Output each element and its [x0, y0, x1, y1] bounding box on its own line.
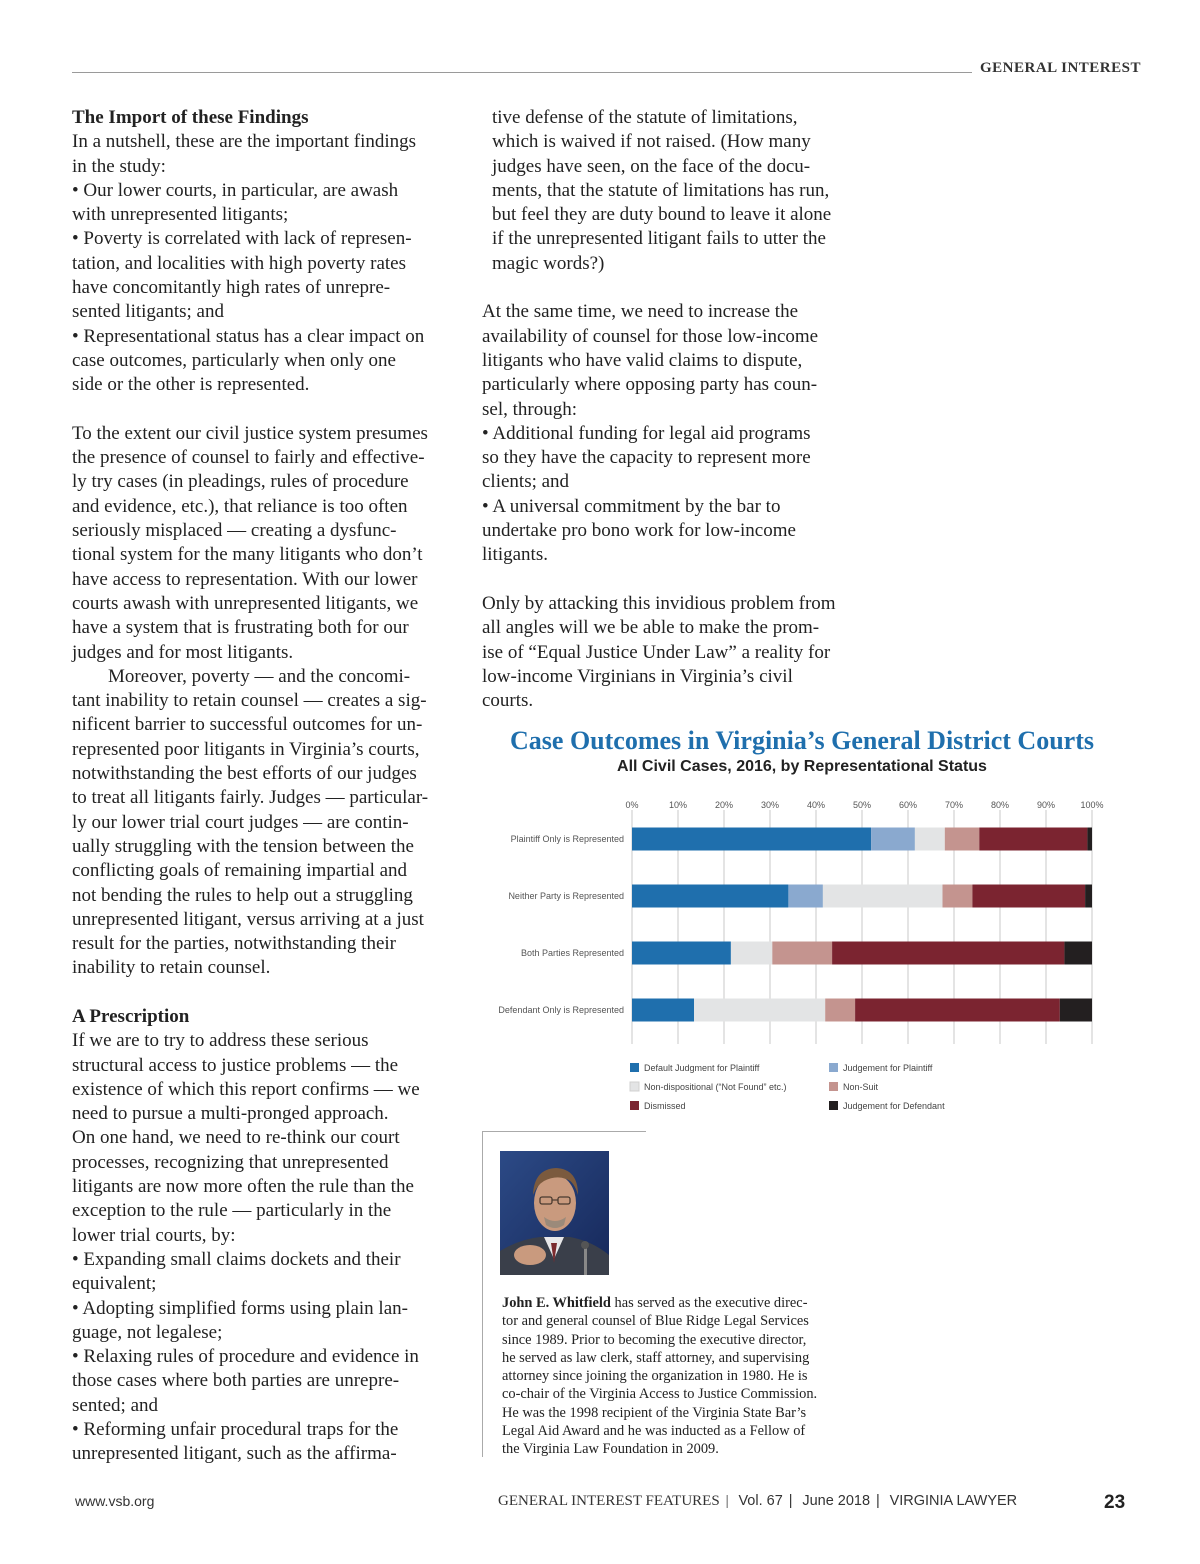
chart-bar-segment	[788, 885, 823, 908]
step-item: • Relaxing rules of procedure and evidence in those cases where both parties are unrepre- sented; and	[72, 1346, 419, 1416]
author-bio: John E. Whitfield has served as the executive direc- tor and general counsel of Blue Ridge Legal Services since 1989. Prior to becoming the executive director, he served as law clerk, staff attorney, and supervising attorney since joining the organization in 1980. He is co-chair of the Virginia Access to Justice Commission. He was the 1998 recipient of the Virginia State Bar’s Legal Aid Award and he was inducted as a Fellow of the Virginia Law Foundation in 2009.	[502, 1295, 818, 1458]
chart-bar-segment	[1064, 942, 1092, 965]
chart-subtitle: All Civil Cases, 2016, by Representational Status	[617, 758, 987, 775]
step-item: • Adopting simplified forms using plain lan- guage, not legalese;	[72, 1297, 408, 1343]
bullet-item: • Additional funding for legal aid programs so they have the capacity to represent more clients; and	[482, 422, 811, 493]
chart-bar-segment	[871, 828, 915, 851]
chart-x-tick-label: 30%	[760, 800, 780, 810]
paragraph-presumes-counsel: To the extent our civil justice system presumes the presence of counsel to fairly and effective- ly try cases (in pleadings, rules of procedure and evidence, etc.), that reliance is too often seriously misplaced — creating a dysfunc- tional system for the many litigants who don’t have access to representation. With our lower courts awash with unrepresented litigants, we have a system that is frustrating both for our judges and for most litigants.	[72, 422, 428, 663]
chart-legend-swatch	[630, 1101, 639, 1110]
bio-frame-left	[482, 1131, 483, 1457]
intro-paragraph: In a nutshell, these are the important findings in the study:	[72, 131, 417, 177]
chart-bar-segment	[772, 942, 832, 965]
paragraph-availability-counsel: At the same time, we need to increase the availability of counsel for those low-income litigants who have valid claims to dispute, particularly where opposing party has coun- sel, through:	[482, 301, 819, 420]
step-item: • Reforming unfair procedural traps for the unrepresented litigant, such as the affirma-	[72, 1419, 399, 1465]
chart-legend-swatch	[829, 1063, 838, 1072]
bio-frame-top	[482, 1131, 646, 1132]
chart-bar-segment	[825, 999, 855, 1022]
chart-category-label: Defendant Only is Represented	[498, 1005, 624, 1015]
chart-bar-segment	[694, 999, 825, 1022]
chart-x-tick-label: 0%	[625, 800, 639, 810]
chart-bar-segment	[632, 942, 731, 965]
chart-bar-segment	[915, 828, 945, 851]
chart-bar-segment	[832, 942, 1064, 965]
paragraph-multi-pronged: If we are to try to address these serious structural access to justice problems — the existence of which this report confirms — we need to pursue a multi-pronged approach. On one hand, we need to re-think our court processes, recognizing that unrepresented litigants are now more often the rule than the exception to the rule — particularly in the lower trial courts, by:	[72, 1030, 420, 1246]
chart-bar-segment	[1060, 999, 1092, 1022]
author-photo	[500, 1151, 609, 1275]
paragraph-poverty: Moreover, poverty — and the concomi- tant inability to retain counsel — creates a sig- nificent barrier to successful outcomes for un- represented poor litigants in Virginia’s courts, notwithstanding the best efforts of our judges to treat all litigants fairly. Judges — particular- ly our lower trial court judges — are contin- ually struggling with the tension between the conflicting goals of remaining impartial and not bending the rules to help out a struggling unrepresented litigant, versus arriving at a just result for the parties, notwithstanding their inability to retain counsel.	[72, 665, 429, 979]
chart-legend-label: Judgement for Plaintiff	[843, 1063, 933, 1073]
footer-website-link[interactable]: www.vsb.org	[75, 1493, 155, 1509]
footer-publication-info: GENERAL INTEREST FEATURES | Vol. 67 | June 2018 | VIRGINIA LAWYER	[498, 1493, 1018, 1509]
heading-prescription: A Prescription	[72, 1005, 190, 1027]
chart-category-label: Plaintiff Only is Represented	[510, 834, 624, 844]
case-outcomes-chart	[482, 790, 1122, 1120]
step-item-continued: tive defense of the statute of limitations, which is waived if not raised. (How many judges have seen, on the face of the docu- ments, that the statute of limitations has run, but feel they are duty bound to leave it alone if the unrepresented litigant fails to utter the magic words?)	[492, 107, 832, 274]
chart-legend-label: Non-Suit	[843, 1082, 879, 1092]
chart-bar-segment	[632, 828, 871, 851]
chart-bar-segment	[972, 885, 1085, 908]
chart-bar-segment	[1087, 828, 1092, 851]
chart-x-tick-label: 50%	[852, 800, 872, 810]
paragraph-conclusion: Only by attacking this invidious problem from all angles will we be able to make the prom- ise of “Equal Justice Under Law” a reality for low-income Virginians in Virginia’s civil courts.	[482, 592, 836, 712]
chart-x-tick-label: 90%	[1036, 800, 1056, 810]
chart-category-label: Both Parties Represented	[520, 948, 624, 958]
chart-bar-segment	[632, 885, 788, 908]
finding-item: • Our lower courts, in particular, are awash with unrepresented litigants;	[72, 179, 399, 226]
chart-legend-label: Non-dispositional (“Not Found” etc.)	[644, 1082, 787, 1092]
chart-legend-swatch	[829, 1101, 838, 1110]
chart-legend-label: Dismissed	[644, 1101, 686, 1111]
chart-legend-swatch	[829, 1082, 838, 1091]
chart-title: Case Outcomes in Virginia’s General District Courts	[510, 726, 1094, 755]
chart-bar-segment	[823, 885, 943, 908]
chart-category-label: Neither Party is Represented	[508, 891, 624, 901]
page-number: 23	[1104, 1492, 1126, 1513]
chart-x-tick-label: 70%	[944, 800, 964, 810]
chart-x-tick-label: 100%	[1080, 800, 1104, 810]
chart-bar-segment	[855, 999, 1060, 1022]
chart-x-tick-label: 40%	[806, 800, 826, 810]
chart-bar-segment	[979, 828, 1087, 851]
chart-legend-label: Default Judgment for Plaintiff	[644, 1063, 760, 1073]
chart-legend-label: Judgement for Defendant	[843, 1101, 945, 1111]
author-name: John E. Whitfield	[502, 1295, 611, 1311]
chart-bar-segment	[1085, 885, 1092, 908]
chart-x-tick-label: 20%	[714, 800, 734, 810]
chart-bar-segment	[945, 828, 980, 851]
chart-legend-swatch	[630, 1063, 639, 1072]
finding-item: • Poverty is correlated with lack of represen- tation, and localities with high poverty rates have concomitantly high rates of unrepre- sented litigants; and	[72, 228, 412, 323]
bullet-item: • A universal commitment by the bar to undertake pro bono work for low-income litigants.	[482, 495, 796, 566]
chart-bar-segment	[731, 942, 772, 965]
chart-x-tick-label: 10%	[668, 800, 688, 810]
chart-x-tick-label: 80%	[990, 800, 1010, 810]
section-label: GENERAL INTEREST	[980, 60, 1141, 76]
header-rule	[72, 72, 972, 73]
chart-x-tick-label: 60%	[898, 800, 918, 810]
chart-legend-swatch	[630, 1082, 639, 1091]
chart-bar-segment	[632, 999, 694, 1022]
chart-bar-segment	[943, 885, 973, 908]
finding-item: • Representational status has a clear impact on case outcomes, particularly when only one side or the other is represented.	[72, 325, 425, 396]
heading-import-findings: The Import of these Findings	[72, 107, 309, 128]
left-column	[72, 106, 452, 1467]
right-column	[482, 106, 882, 713]
step-item: • Expanding small claims dockets and their equivalent;	[72, 1248, 401, 1295]
